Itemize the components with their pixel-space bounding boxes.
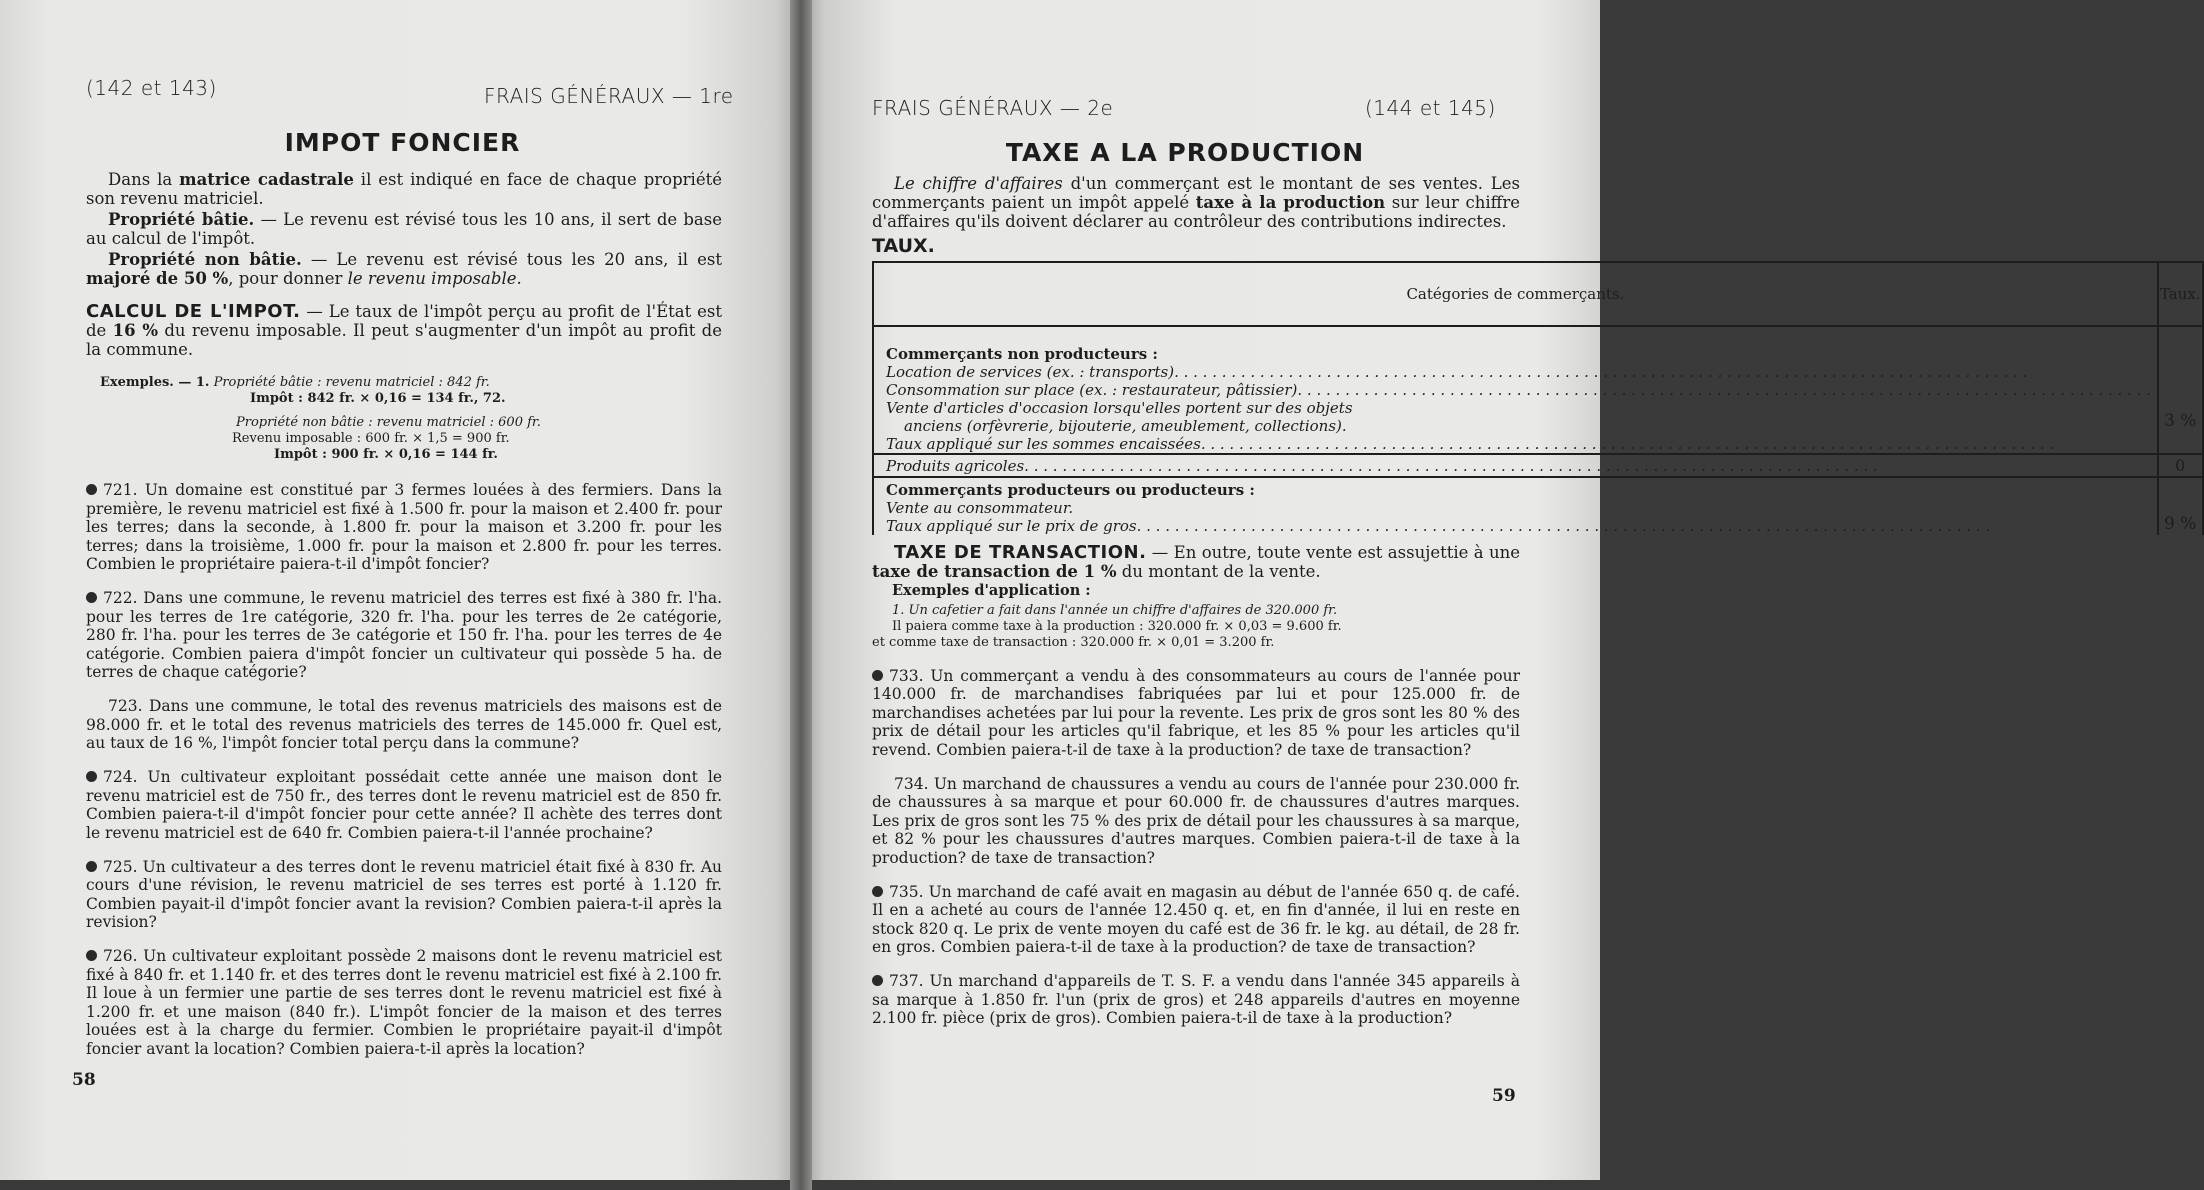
intro-text: — Le revenu est révisé tous les 20 ans, il est [301, 250, 722, 269]
rate-cell: 3 % [2158, 326, 2203, 454]
table-row [873, 326, 2203, 454]
column-header-taux: Taux. [2158, 262, 2203, 326]
intro-text: il est indiqué en face de chaque propriété son revenu matriciel. [86, 170, 722, 208]
category-cell [873, 454, 2158, 477]
problem-text: 737. Un marchand d'appareils de T. S. F. a vendu dans l'année 345 appareils à sa marque à 1.850 fr. l'un (prix de gros) et 248 appareils d'autres en moyenne 2.100 fr. pièce (prix de gros). Combien paiera-t-il de taxe à la production? [872, 972, 1520, 1027]
item-text: Taux appliqué sur les sommes encaissées [886, 435, 1201, 453]
problem-721 [86, 481, 722, 574]
problem-725 [86, 858, 722, 932]
problem-723 [86, 697, 722, 753]
examples-label: Exemples d'application : [892, 582, 1091, 599]
bullet-marker [86, 484, 97, 495]
left-running-header-pages: (142 et 143) [86, 76, 217, 100]
transaction-text: du montant de la vente. [1116, 562, 1321, 581]
problem-733 [872, 667, 1520, 760]
left-running-header-title: FRAIS GÉNÉRAUX — 1re [484, 84, 734, 108]
bullet-marker [86, 861, 97, 872]
bullet-marker [86, 771, 97, 782]
problem-text: 735. Un marchand de café avait en magasin au début de l'année 650 q. de café. Il en a acheté au cours de l'année 12.450 q. et, en fin d'année, il lui en reste en stock 820 q. Le prix de vente moyen du café est de 36 fr. le kg. au détail, de 28 fr. en gros. Combien paiera-t-il de taxe à la production? de taxe de transaction? [872, 882, 1520, 956]
right-page [800, 0, 2201, 1180]
calcul-text: — Le taux de l'impôt perçu au profit de l'État est de [86, 302, 722, 340]
leader-dots [1201, 435, 2151, 453]
calcul-heading: CALCUL DE L'IMPOT. [86, 301, 301, 322]
example-line: 1. Un cafetier a fait dans l'année un chiffre d'affaires de 320.000 fr. [892, 603, 1338, 618]
term-taxe-production: taxe à la production [1195, 193, 1386, 212]
example-line: Propriété non bâtie : revenu matriciel : 600 fr. [236, 415, 541, 430]
category-cell [873, 326, 2158, 454]
example-line: Propriété bâtie : revenu matriciel : 842 fr. [213, 375, 490, 390]
problem-722 [86, 589, 722, 682]
intro-text: sur leur chiffre d'affaires qu'ils doivent déclarer au contrôleur des contributions indirectes. [872, 193, 1520, 231]
right-intro-paragraph [872, 174, 1520, 231]
problem-text: 723. Dans une commune, le total des revenus matriciels des maisons est de 98.000 fr. et le total des revenus matriciels des terres de 145.000 fr. Quel est, au taux de 16 %, l'impôt foncier total perçu dans la commune? [86, 697, 722, 752]
item-text: Location de services (ex. : transports) [886, 363, 1175, 381]
problem-text: 734. Un marchand de chaussures a vendu au cours de l'année pour 230.000 fr. de chaussures à sa marque et pour 60.000 fr. de chaussures d'autres marques. Les prix de gros sont les 75 % des prix de détail pour les chaussures à sa marque, et 82 % pour les chaussures d'autres marques. Combien paiera-t-il de taxe à la production? de taxe de transaction? [872, 774, 1520, 867]
rates-table-header [873, 262, 2203, 326]
item-text: Vente d'articles d'occasion lorsqu'elles portent sur des objets [886, 399, 1353, 417]
right-running-header-title: FRAIS GÉNÉRAUX — 2e [872, 96, 1114, 120]
leader-dots [1024, 457, 2151, 475]
intro-text: Dans la [108, 170, 180, 189]
item-text: Vente au consommateur. [886, 499, 1074, 517]
intro-text: — Le revenu est révisé tous les 10 ans, il sert de base au calcul de l'impôt. [86, 210, 722, 248]
leader-dots [1297, 381, 2150, 399]
table-item-line [886, 517, 2151, 535]
right-problems [872, 667, 1520, 1028]
book-gutter [790, 0, 812, 1190]
left-page-title: IMPOT FONCIER [284, 128, 521, 157]
term-propriete-batie: Propriété bâtie. [108, 210, 255, 229]
item-text: Consommation sur place (ex. : restaurateur, pâtissier) [886, 381, 1298, 399]
right-examples [872, 583, 1520, 651]
intro-text: , pour donner [228, 269, 348, 288]
table-row [873, 454, 2203, 477]
examples-label: Exemples. — 1. [100, 375, 210, 390]
problem-text: 733. Un commerçant a vendu à des consommateurs au cours de l'année pour 140.000 fr. de marchandises fabriquées par lui et pour 125.000 fr. de marchandises achetées par lui pour la revente. Les prix de gros sont les 80 % des prix de détail pour les articles qu'il fabrique, et les 85 % pour les articles qu'il revend. Combien paiera-t-il de taxe à la production? de taxe de transaction? [872, 666, 1520, 759]
problem-text: 724. Un cultivateur exploitant possédait cette année une maison dont le revenu matriciel est de 750 fr., des terres dont le revenu matriciel est de 850 fr. Combien paiera-t-il d'impôt foncier pour cette année? Il achète des terres dont le revenu matriciel est de 640 fr. Combien paiera-t-il l'année prochaine? [86, 768, 722, 842]
rate-cell: 9 % [2158, 477, 2203, 535]
rate-cell: 0 [2158, 454, 2203, 477]
calcul-paragraph [86, 302, 722, 359]
problem-734 [872, 775, 1520, 868]
term-revenu-imposable: le revenu imposable. [347, 269, 522, 288]
example-line: Il paiera comme taxe à la production : 320.000 fr. × 0,03 = 9.600 fr. [892, 619, 1342, 634]
term-propriete-non-batie: Propriété non bâtie. [108, 250, 302, 269]
leader-dots [1137, 517, 2151, 535]
transaction-heading: TAXE DE TRANSACTION. [894, 542, 1147, 563]
term-majoration: majoré de 50 % [86, 269, 229, 288]
intro-paragraph-matrice [86, 170, 722, 208]
intro-term-matrice: matrice cadastrale [179, 170, 354, 189]
intro-paragraph-non-batie [86, 250, 722, 288]
bullet-marker [872, 886, 883, 897]
table-item-line [886, 435, 2151, 453]
right-page-number: 59 [1492, 1086, 1516, 1106]
problem-726 [86, 947, 722, 1058]
group-title: Commerçants producteurs ou producteurs : [886, 481, 1255, 499]
bullet-marker [86, 592, 97, 603]
intro-text: d'un commerçant est le montant de ses ventes. Les commerçants paient un impôt appelé [872, 174, 1520, 212]
category-cell [873, 477, 2158, 535]
term-chiffre-affaires: Le chiffre d'affaires [894, 174, 1063, 193]
right-running-header-pages: (144 et 145) [1365, 96, 1496, 120]
right-page-title: TAXE A LA PRODUCTION [1005, 138, 1365, 167]
bullet-marker [872, 670, 883, 681]
example-line: et comme taxe de transaction : 320.000 fr. × 0,01 = 3.200 fr. [872, 635, 1275, 650]
example-line: Impôt : 900 fr. × 0,16 = 144 fr. [274, 447, 498, 462]
transaction-text: — En outre, toute vente est assujettie à une [1146, 543, 1520, 562]
transaction-paragraph [872, 543, 1520, 581]
left-problems [86, 481, 722, 1058]
bullet-marker [86, 950, 97, 961]
leader-dots [1174, 363, 2151, 381]
left-page [0, 0, 800, 1180]
left-content [86, 170, 722, 1066]
right-content [872, 174, 2201, 1030]
problem-text: 725. Un cultivateur a des terres dont le revenu matriciel était fixé à 830 fr. Au cours d'une révision, le revenu matriciel de ses terres est porté à 1.120 fr. Combien payait-il d'impôt foncier avant la revision? Combien paiera-t-il après la revision? [86, 857, 722, 931]
table-item-line [886, 363, 2151, 381]
problem-735 [872, 883, 1520, 957]
example-line: Impôt : 842 fr. × 0,16 = 134 fr., 72. [250, 391, 506, 406]
rates-table [872, 261, 2204, 535]
intro-paragraph-batie [86, 210, 722, 248]
problem-724 [86, 768, 722, 842]
table-item-line [886, 381, 2151, 399]
bullet-marker [872, 975, 883, 986]
left-examples [100, 375, 722, 463]
example-line: Revenu imposable : 600 fr. × 1,5 = 900 fr. [232, 431, 510, 446]
column-header-categories: Catégories de commerçants. [873, 262, 2158, 326]
taux-heading: TAUX. [872, 235, 935, 257]
problem-text: 721. Un domaine est constitué par 3 fermes louées à des fermiers. Dans la première, le revenu matriciel est fixé à 1.500 fr. pour la maison et 2.400 fr. pour les terres; dans la seconde, à 1.800 fr. pour la maison et 3.200 fr. pour les terres; dans la troisième, 1.000 fr. pour la maison et 2.800 fr. pour les terres. Combien le propriétaire paiera-t-il d'impôt foncier? [86, 481, 722, 573]
calcul-text: du revenu imposable. Il peut s'augmenter d'un impôt au profit de la commune. [86, 321, 722, 359]
calcul-rate: 16 % [112, 321, 159, 340]
item-text: Taux appliqué sur le prix de gros [886, 517, 1137, 535]
problem-text: 726. Un cultivateur exploitant possède 2 maisons dont le revenu matriciel est fixé à 840 fr. et 1.140 fr. et des terres dont le revenu matriciel est fixé à 2.100 fr. Il loue à un fermier une partie de ses terres dont le revenu matriciel est fixé à 1.200 fr. et une maison (840 fr.). L'impôt foncier de la maison et des terres louées est à la charge du fermier. Combien le propriétaire payait-il d'impôt foncier avant la location? Combien paiera-t-il après la location? [86, 947, 722, 1058]
problem-text: 722. Dans une commune, le revenu matriciel des terres est fixé à 380 fr. l'ha. pour les terres de 1re catégorie, 320 fr. l'ha. pour les terres de 2e catégorie, 280 fr. l'ha. pour les terres de 3e catégorie et 150 fr. l'ha. pour les terres de 4e catégorie. Combien paiera d'impôt foncier un cultivateur qui possède 5 ha. de terres de chaque catégorie? [86, 589, 722, 681]
item-text: anciens (orfèvrerie, bijouterie, ameublement, collections). [904, 417, 1347, 435]
problem-737 [872, 972, 1520, 1028]
group-title: Commerçants non producteurs : [886, 345, 1158, 363]
table-row [873, 477, 2203, 535]
term-taxe-transaction: taxe de transaction de 1 % [872, 562, 1117, 581]
item-text: Produits agricoles [886, 456, 1025, 475]
table-item-line [886, 457, 2151, 475]
left-page-number: 58 [72, 1070, 96, 1090]
